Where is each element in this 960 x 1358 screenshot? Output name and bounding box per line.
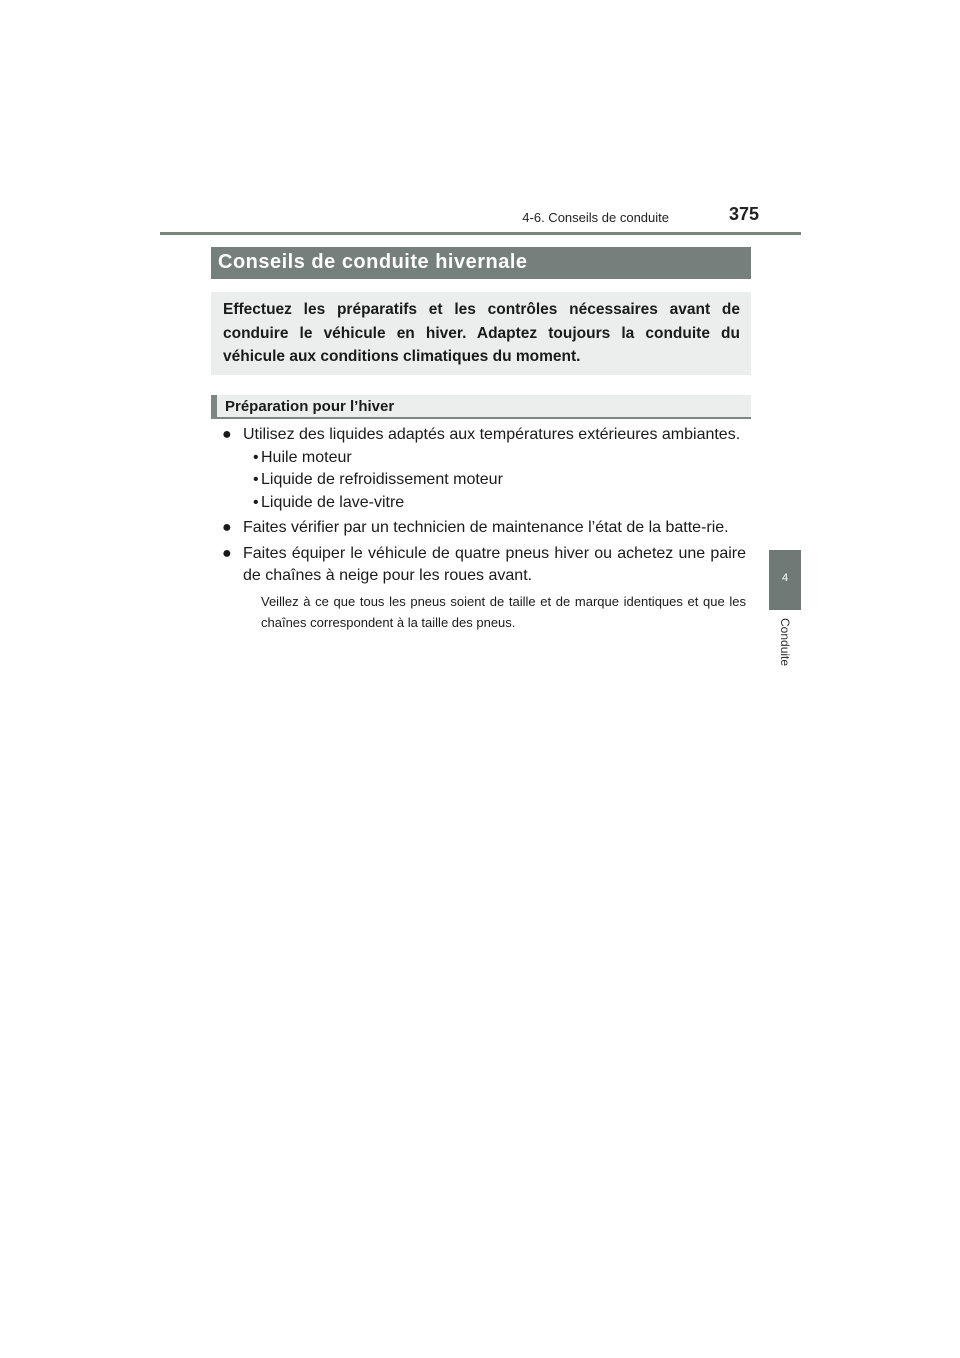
- section-reference: 4-6. Conseils de conduite: [522, 210, 669, 225]
- chapter-number: 4: [781, 572, 789, 584]
- subsection-heading: [211, 395, 751, 419]
- sub-bullet-icon: •: [253, 493, 259, 511]
- sub-list-item-text: Liquide de lave-vitre: [261, 493, 405, 511]
- bullet-icon: ●: [222, 426, 232, 443]
- list-item-text: Utilisez des liquides adaptés aux températures extérieures ambiantes.: [243, 426, 741, 443]
- page-number: 375: [728, 204, 759, 224]
- sub-list-item-text: Liquide de refroidissement moteur: [261, 471, 503, 488]
- list-item: [222, 424, 746, 447]
- chapter-label: Conduite: [778, 618, 792, 667]
- intro-text: Effectuez les préparatifs et les contrôles nécessaires avant de conduire le véhicule en hiver. Adaptez toujours la conduite du véhicule aux conditions climatiques du moment.: [223, 301, 740, 365]
- chapter-label-container: [769, 610, 801, 690]
- bullet-icon: ●: [222, 519, 232, 536]
- sub-bullet-icon: •: [253, 471, 259, 488]
- sub-bullet-icon: •: [253, 448, 259, 466]
- sub-list-item: [222, 469, 746, 492]
- list-item: [222, 517, 746, 540]
- intro-box: [211, 292, 751, 375]
- page-title-bar: [211, 247, 751, 279]
- chapter-tab: [769, 550, 801, 610]
- sub-list-item-text: Huile moteur: [261, 448, 352, 466]
- subsection-content: [222, 424, 746, 634]
- subsection-heading-text: Préparation pour l’hiver: [225, 398, 395, 415]
- header-rule: [160, 232, 801, 235]
- list-item-text: Faites équiper le véhicule de quatre pneus hiver ou achetez une paire de chaînes à neige pour les roues avant.: [243, 544, 746, 584]
- note-text: Veillez à ce que tous les pneus soient de taille et de marque identiques et que les chaînes correspondent à la taille des pneus.: [261, 593, 746, 630]
- sub-list-item: [222, 447, 746, 470]
- list-item: [222, 543, 746, 588]
- page-title: Conseils de conduite hivernale: [218, 251, 528, 273]
- sub-list-item: [222, 492, 746, 515]
- page-header: [160, 200, 801, 236]
- list-item-text: Faites vérifier par un technicien de maintenance l’état de la batte-rie.: [243, 519, 729, 536]
- bullet-icon: ●: [222, 544, 232, 562]
